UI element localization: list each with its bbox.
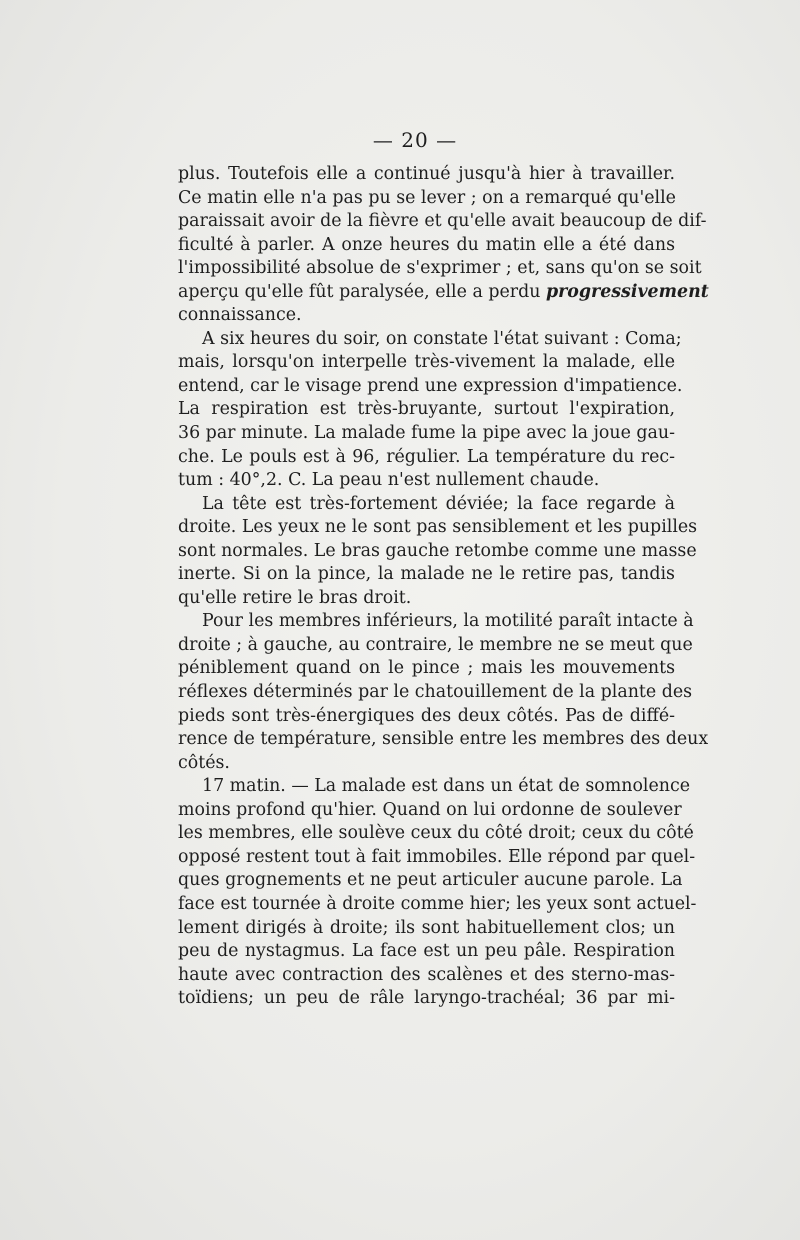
text-line: che. Le pouls est à 96, régulier. La température du rec- xyxy=(178,446,675,467)
text-line: Ce matin elle n'a pas pu se lever ; on a remarqué qu'elle xyxy=(178,187,676,208)
text-line: l'impossibilité absolue de s'exprimer ; et, sans qu'on se soit xyxy=(178,258,702,279)
text-line: les membres, elle soulève ceux du côté droit; ceux du côté xyxy=(178,823,694,844)
body-text xyxy=(178,163,709,1011)
page-number: — 20 — xyxy=(372,128,458,152)
emphasis-word: progressivement xyxy=(545,281,709,302)
text-line: lement dirigés à droite; ils sont habituellement clos; un xyxy=(178,917,675,938)
text-line: droite ; à gauche, au contraire, le membre ne se meut que xyxy=(178,634,693,655)
text-line: 17 matin. — La malade est dans un état de somnolence xyxy=(202,776,690,797)
text-line: péniblement quand on le pince ; mais les mouvements xyxy=(178,658,675,679)
text-line: 36 par minute. La malade fume la pipe avec la joue gau- xyxy=(178,423,675,444)
text-line: tum : 40°,2. C. La peau n'est nullement chaude. xyxy=(178,470,600,491)
text-line: ficulté à parler. A onze heures du matin elle a été dans xyxy=(178,234,675,255)
text-line: face est tournée à droite comme hier; les yeux sont actuel- xyxy=(178,893,697,914)
text-line: moins profond qu'hier. Quand on lui ordonne de soulever xyxy=(178,799,682,820)
text-line: La respiration est très-bruyante, surtout l'expiration, xyxy=(178,399,675,420)
text-run: aperçu qu'elle fût paralysée, elle a perdu xyxy=(178,281,546,302)
text-line: haute avec contraction des scalènes et des sterno-mas- xyxy=(178,964,675,985)
text-line: paraissait avoir de la fièvre et qu'elle avait beaucoup de dif- xyxy=(178,211,707,232)
text-line: toïdiens; un peu de râle laryngo-trachéal; 36 par mi- xyxy=(178,988,675,1009)
text-line: entend, car le visage prend une expression d'impatience. xyxy=(178,375,683,396)
text-line: qu'elle retire le bras droit. xyxy=(178,587,412,608)
text-line: pieds sont très-énergiques des deux côtés. Pas de diffé- xyxy=(178,705,675,726)
text-line: côtés. xyxy=(178,752,230,773)
text-line: sont normales. Le bras gauche retombe comme une masse xyxy=(178,540,697,561)
text-line xyxy=(178,281,709,305)
text-line: droite. Les yeux ne le sont pas sensiblement et les pupilles xyxy=(178,517,698,538)
text-line: La tête est très-fortement déviée; la face regarde à xyxy=(202,493,675,514)
text-line: ques grognements et ne peut articuler aucune parole. La xyxy=(178,870,683,891)
text-line: A six heures du soir, on constate l'état suivant : Coma; xyxy=(202,328,682,349)
text-line: mais, lorsqu'on interpelle très-vivement la malade, elle xyxy=(178,352,675,373)
text-line: peu de nystagmus. La face est un peu pâle. Respiration xyxy=(178,941,675,962)
text-line: Pour les membres inférieurs, la motilité paraît intacte à xyxy=(202,611,694,632)
text-line: réflexes déterminés par le chatouillement de la plante des xyxy=(178,682,693,703)
text-line: plus. Toutefois elle a continué jusqu'à hier à travailler. xyxy=(178,164,675,184)
text-line: inerte. Si on la pince, la malade ne le retire pas, tandis xyxy=(178,564,675,585)
text-line: rence de température, sensible entre les membres des deux xyxy=(178,729,709,750)
text-line: opposé restent tout à fait immobiles. Elle répond par quel- xyxy=(178,846,696,867)
text-line: connaissance. xyxy=(178,305,302,326)
